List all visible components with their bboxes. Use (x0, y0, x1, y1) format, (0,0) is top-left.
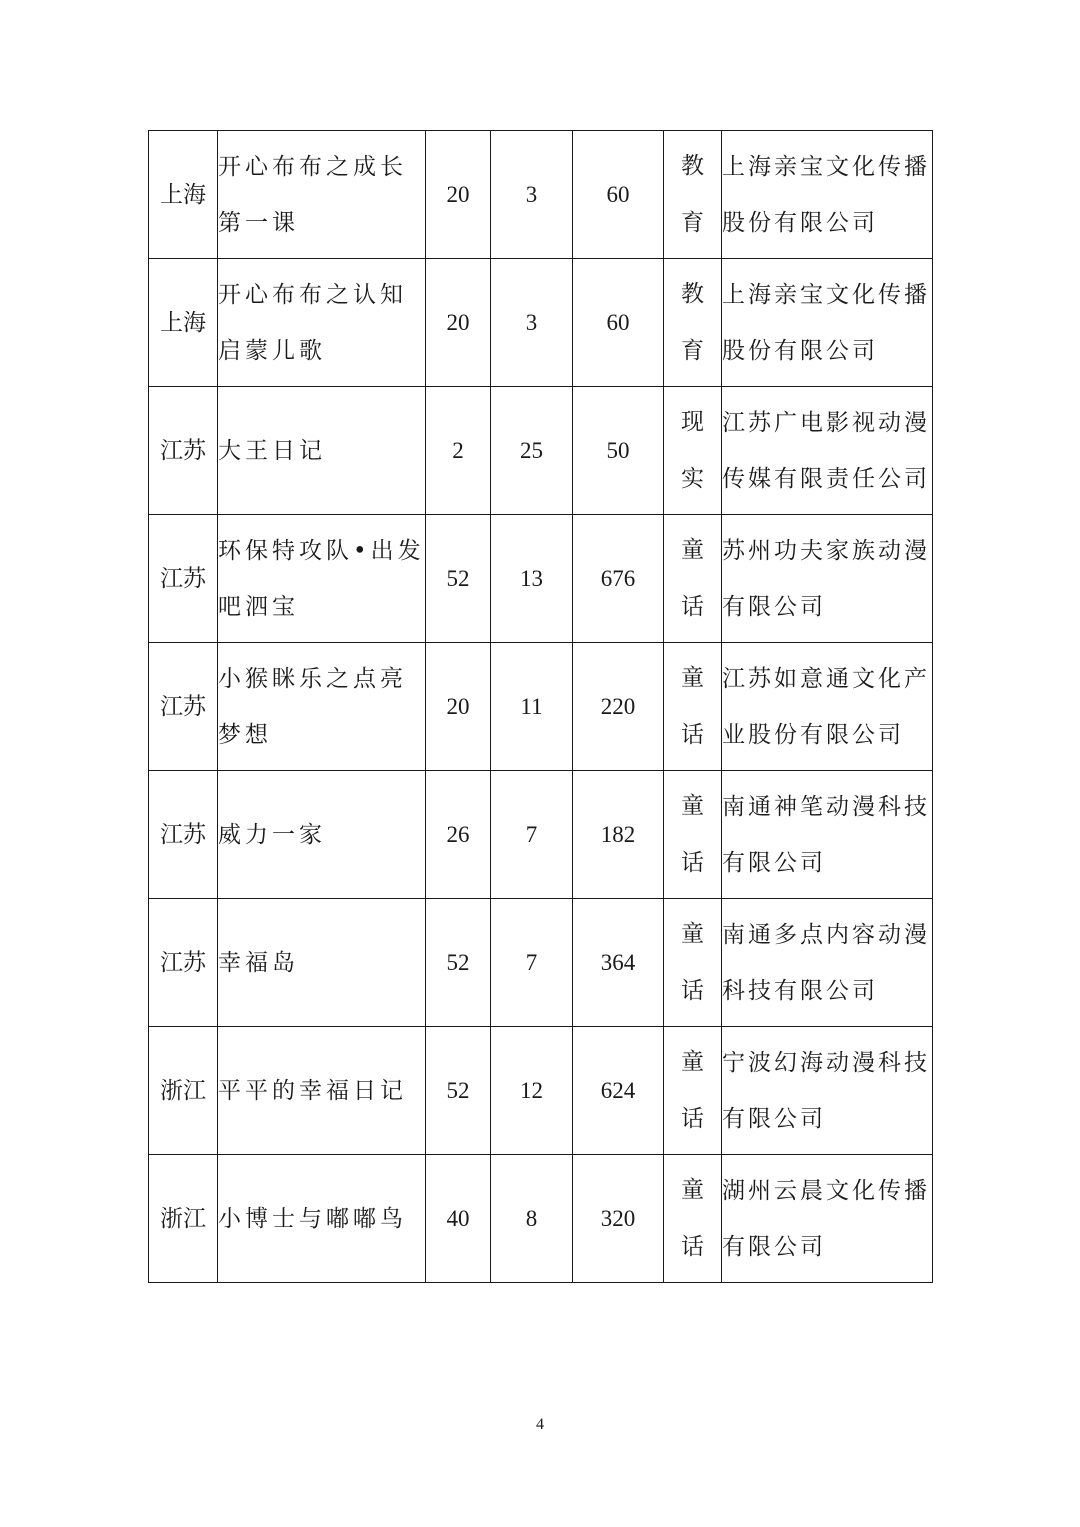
company-cell: 宁波幻海动漫科技有限公司 (722, 1027, 933, 1155)
company-cell: 上海亲宝文化传播股份有限公司 (722, 131, 933, 259)
episodes-cell: 20 (426, 131, 491, 259)
title-cell: 开心布布之认知启蒙儿歌 (218, 259, 426, 387)
episodes-cell: 52 (426, 515, 491, 643)
episodes-cell: 2 (426, 387, 491, 515)
theme-text: 童话 (681, 536, 704, 620)
region-cell: 江苏 (149, 771, 218, 899)
theme-text: 现实 (681, 408, 704, 492)
title-cell: 大王日记 (218, 387, 426, 515)
table-row (149, 643, 933, 771)
region-cell: 江苏 (149, 387, 218, 515)
episodes-cell: 26 (426, 771, 491, 899)
region-cell: 上海 (149, 259, 218, 387)
region-cell: 浙江 (149, 1155, 218, 1283)
company-cell: 江苏如意通文化产业股份有限公司 (722, 643, 933, 771)
minutes-cell: 8 (491, 1155, 573, 1283)
table-row (149, 1155, 933, 1283)
total-minutes-cell: 220 (573, 643, 664, 771)
episodes-cell: 20 (426, 643, 491, 771)
minutes-cell: 11 (491, 643, 573, 771)
total-minutes-cell: 182 (573, 771, 664, 899)
episodes-cell: 52 (426, 1027, 491, 1155)
theme-text: 童话 (681, 920, 704, 1004)
theme-text: 童话 (681, 1176, 704, 1260)
theme-cell (664, 259, 722, 387)
region-cell: 浙江 (149, 1027, 218, 1155)
theme-cell (664, 515, 722, 643)
table-row (149, 771, 933, 899)
episodes-cell: 20 (426, 259, 491, 387)
theme-cell (664, 1155, 722, 1283)
company-cell: 上海亲宝文化传播股份有限公司 (722, 259, 933, 387)
company-cell: 江苏广电影视动漫传媒有限责任公司 (722, 387, 933, 515)
total-minutes-cell: 50 (573, 387, 664, 515)
episodes-cell: 52 (426, 899, 491, 1027)
total-minutes-cell: 624 (573, 1027, 664, 1155)
total-minutes-cell: 60 (573, 259, 664, 387)
theme-text: 童话 (681, 664, 704, 748)
title-cell: 威力一家 (218, 771, 426, 899)
table-row (149, 899, 933, 1027)
theme-text: 教育 (681, 280, 704, 364)
theme-cell (664, 771, 722, 899)
total-minutes-cell: 320 (573, 1155, 664, 1283)
table-row (149, 131, 933, 259)
title-cell: 幸福岛 (218, 899, 426, 1027)
theme-cell (664, 899, 722, 1027)
animation-records-table (148, 130, 933, 1283)
company-cell: 南通神笔动漫科技有限公司 (722, 771, 933, 899)
title-cell: 小博士与嘟嘟鸟 (218, 1155, 426, 1283)
region-cell: 江苏 (149, 643, 218, 771)
page-number: 4 (536, 1416, 544, 1433)
theme-cell (664, 387, 722, 515)
theme-cell (664, 1027, 722, 1155)
company-cell: 南通多点内容动漫科技有限公司 (722, 899, 933, 1027)
minutes-cell: 25 (491, 387, 573, 515)
minutes-cell: 7 (491, 771, 573, 899)
title-cell: 开心布布之成长第一课 (218, 131, 426, 259)
theme-text: 童话 (681, 792, 704, 876)
title-cell: 小猴眯乐之点亮梦想 (218, 643, 426, 771)
total-minutes-cell: 676 (573, 515, 664, 643)
table-row (149, 515, 933, 643)
region-cell: 上海 (149, 131, 218, 259)
theme-cell (664, 643, 722, 771)
episodes-cell: 40 (426, 1155, 491, 1283)
minutes-cell: 7 (491, 899, 573, 1027)
region-cell: 江苏 (149, 899, 218, 1027)
total-minutes-cell: 60 (573, 131, 664, 259)
total-minutes-cell: 364 (573, 899, 664, 1027)
company-cell: 苏州功夫家族动漫有限公司 (722, 515, 933, 643)
title-cell: 平平的幸福日记 (218, 1027, 426, 1155)
minutes-cell: 12 (491, 1027, 573, 1155)
title-cell: 环保特攻队•出发吧泗宝 (218, 515, 426, 643)
table-body (149, 131, 933, 1283)
theme-text: 教育 (681, 152, 704, 236)
minutes-cell: 3 (491, 131, 573, 259)
company-cell: 湖州云晨文化传播有限公司 (722, 1155, 933, 1283)
table-row (149, 1027, 933, 1155)
region-cell: 江苏 (149, 515, 218, 643)
table-row (149, 387, 933, 515)
minutes-cell: 3 (491, 259, 573, 387)
theme-text: 童话 (681, 1048, 704, 1132)
theme-cell (664, 131, 722, 259)
minutes-cell: 13 (491, 515, 573, 643)
table-row (149, 259, 933, 387)
